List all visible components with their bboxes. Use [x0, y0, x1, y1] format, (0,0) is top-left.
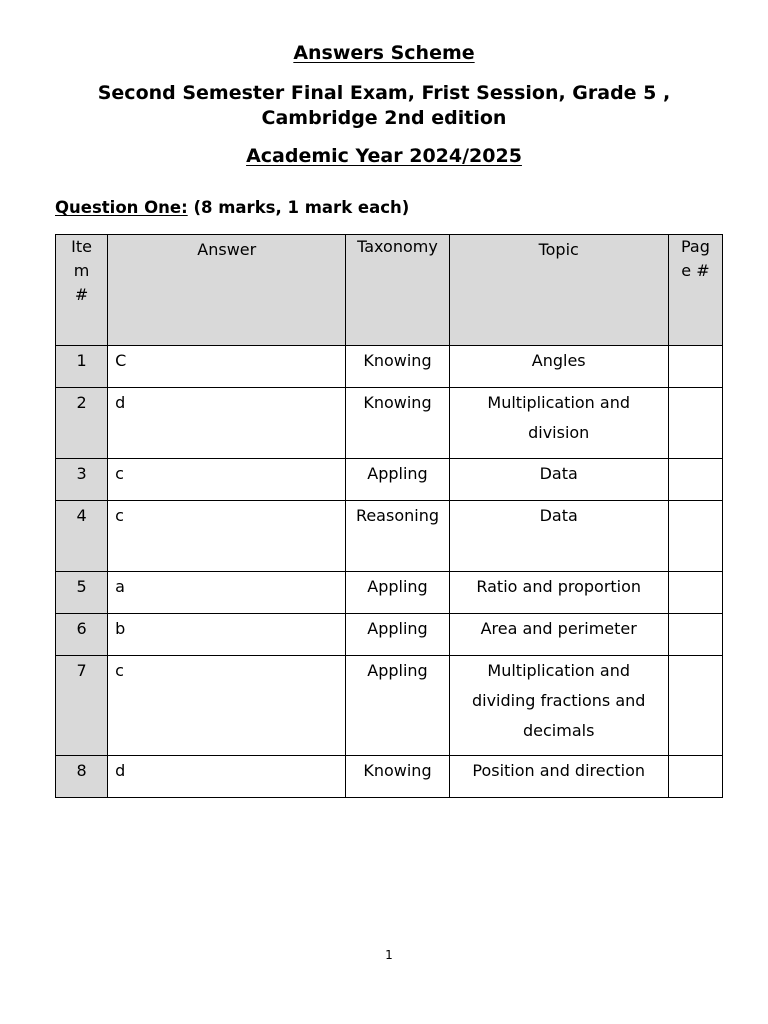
cell-item: 5 — [56, 572, 108, 614]
cell-taxonomy: Reasoning — [346, 501, 449, 572]
cell-taxonomy: Knowing — [346, 756, 449, 798]
cell-page — [668, 572, 722, 614]
cell-page — [668, 656, 722, 756]
cell-topic: Area and perimeter — [449, 614, 668, 656]
cell-answer: c — [108, 501, 346, 572]
cell-page — [668, 614, 722, 656]
table-row — [56, 756, 723, 798]
cell-page — [668, 756, 722, 798]
cell-answer: C — [108, 346, 346, 388]
document-subtitle — [0, 81, 768, 131]
header-page: Page # — [668, 235, 722, 346]
cell-item: 4 — [56, 501, 108, 572]
cell-page — [668, 459, 722, 501]
cell-topic: Ratio and proportion — [449, 572, 668, 614]
cell-answer: c — [108, 459, 346, 501]
cell-taxonomy: Appling — [346, 656, 449, 756]
question-marks: (8 marks, 1 mark each) — [187, 198, 410, 217]
header-item: Item # — [56, 235, 108, 346]
cell-item: 1 — [56, 346, 108, 388]
academic-year: Academic Year 2024/2025 — [246, 145, 522, 167]
header-topic: Topic — [449, 235, 668, 346]
cell-answer: a — [108, 572, 346, 614]
cell-answer: d — [108, 388, 346, 459]
cell-item: 2 — [56, 388, 108, 459]
table-row — [56, 572, 723, 614]
table-row — [56, 656, 723, 756]
table-row — [56, 346, 723, 388]
answers-table — [55, 234, 723, 798]
table-row — [56, 501, 723, 572]
cell-taxonomy: Appling — [346, 614, 449, 656]
cell-answer: c — [108, 656, 346, 756]
cell-page — [668, 501, 722, 572]
cell-topic: Multiplication and dividing fractions and decimals — [449, 656, 668, 756]
header-answer: Answer — [108, 235, 346, 346]
header-taxonomy: Taxonomy — [346, 235, 449, 346]
cell-answer: d — [108, 756, 346, 798]
question-label: Question One: — [55, 198, 188, 217]
cell-item: 6 — [56, 614, 108, 656]
table-row — [56, 614, 723, 656]
cell-topic: Position and direction — [449, 756, 668, 798]
subtitle-text: Second Semester Final Exam, Frist Session, Grade 5 , Cambridge 2nd edition — [97, 82, 671, 129]
cell-item: 7 — [56, 656, 108, 756]
document-title: Answers Scheme — [293, 42, 475, 64]
cell-page — [668, 346, 722, 388]
cell-item: 3 — [56, 459, 108, 501]
cell-taxonomy: Knowing — [346, 346, 449, 388]
table-row — [56, 388, 723, 459]
cell-taxonomy: Knowing — [346, 388, 449, 459]
table-header-row — [56, 235, 723, 346]
cell-item: 8 — [56, 756, 108, 798]
table-row — [56, 459, 723, 501]
question-heading — [55, 198, 409, 217]
cell-topic: Data — [449, 501, 668, 572]
cell-topic: Angles — [449, 346, 668, 388]
page-number: 1 — [385, 948, 393, 962]
cell-page — [668, 388, 722, 459]
cell-taxonomy: Appling — [346, 459, 449, 501]
cell-taxonomy: Appling — [346, 572, 449, 614]
cell-topic: Multiplication and division — [449, 388, 668, 459]
cell-topic: Data — [449, 459, 668, 501]
cell-answer: b — [108, 614, 346, 656]
